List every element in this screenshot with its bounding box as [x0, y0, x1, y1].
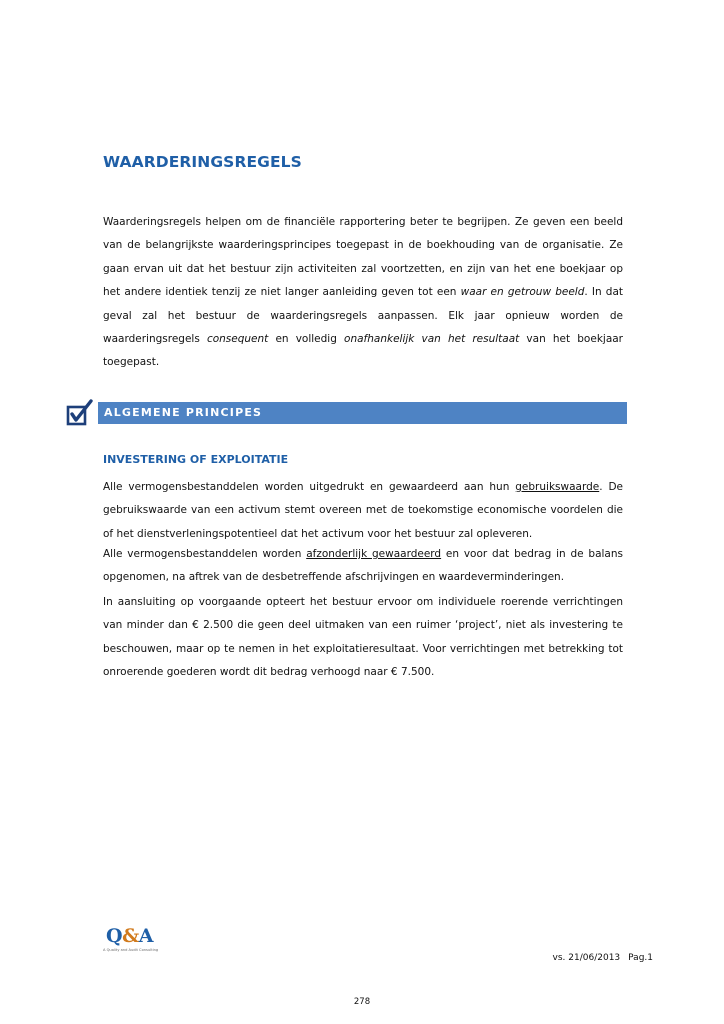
section-title: ALGEMENE PRINCIPES	[104, 406, 263, 419]
logo-tagline: A Quality and Audit Consulting	[103, 948, 159, 952]
intro-text-4: van het boekjaar toegepast.	[103, 333, 623, 369]
intro-emphasis-independent: onafhankelijk van het resultaat	[344, 333, 520, 346]
checkbox-checked-icon	[66, 399, 94, 427]
section-banner	[98, 402, 627, 424]
intro-emphasis-true-fair-view: waar en getrouw beeld	[460, 286, 585, 299]
intro-text-1: Waarderingsregels helpen om de financiële rapportering beter te begrijpen. Ze geven een beeld van de belangrijkste waarderingsprincipes toegepast in de boekhouding van de organisatie. Ze gaan ervan uit dat het bestuur zijn activiteiten zal voortzetten, en zijn van het ene boekjaar op het andere identiek tenzij ze niet langer aanleiding geven tot een	[103, 216, 623, 299]
paragraph-separate-valuation	[103, 543, 623, 590]
p2-text-1: Alle vermogensbestanddelen worden	[103, 548, 307, 560]
page-label: Pag.1	[628, 953, 653, 963]
paragraph-usage-value	[103, 476, 623, 546]
paragraph-thresholds: In aansluiting op voorgaande opteert het bestuur ervoor om individuele roerende verrichtingen van minder dan € 2.500 die geen deel uitmaken van een ruimer ‘project’, niet als investering te beschouwen, maar op te nemen in het exploitatieresultaat. Voor verrichtingen met betrekking tot onroerende goederen wordt dit bedrag verhoogd naar € 7.500.	[103, 596, 623, 679]
intro-text-2: . In dat geval zal het bestuur de waarderingsregels aanpassen. Elk jaar opnieuw worden de waarderingsregels	[103, 286, 624, 346]
intro-emphasis-consistent: consequent	[206, 333, 269, 346]
subsection-title: INVESTERING OF EXPLOITATIE	[103, 453, 289, 466]
p2-underlined-term: afzonderlijk gewaardeerd	[306, 548, 442, 560]
logo-ampersand: &	[122, 925, 139, 947]
logo-mark	[106, 925, 153, 947]
company-logo	[103, 925, 165, 955]
p1-text-1: Alle vermogensbestanddelen worden uitgedrukt en gewaardeerd aan hun	[103, 481, 516, 493]
version-date: vs. 21/06/2013	[552, 953, 621, 963]
logo-letter-a: A	[138, 925, 153, 947]
p2-text-2: en voor dat bedrag in de balans opgenomen, na aftrek van de desbetreffende afschrijvingen en waardeverminderingen.	[103, 548, 623, 584]
p1-underlined-term: gebruikswaarde	[515, 481, 600, 493]
p1-text-2: . De gebruikswaarde van een activum stemt overeen met de toekomstige economische voordelen die of het dienstverleningspotentieel dat het activum voor het bestuur zal opleveren.	[103, 481, 623, 540]
footer-version	[553, 953, 653, 963]
page-title: WAARDERINGSREGELS	[103, 153, 302, 171]
intro-paragraph	[103, 211, 623, 375]
page-number: 278	[353, 997, 371, 1007]
logo-letter-q: Q	[106, 925, 123, 947]
intro-text-3: en volledig	[268, 333, 345, 346]
